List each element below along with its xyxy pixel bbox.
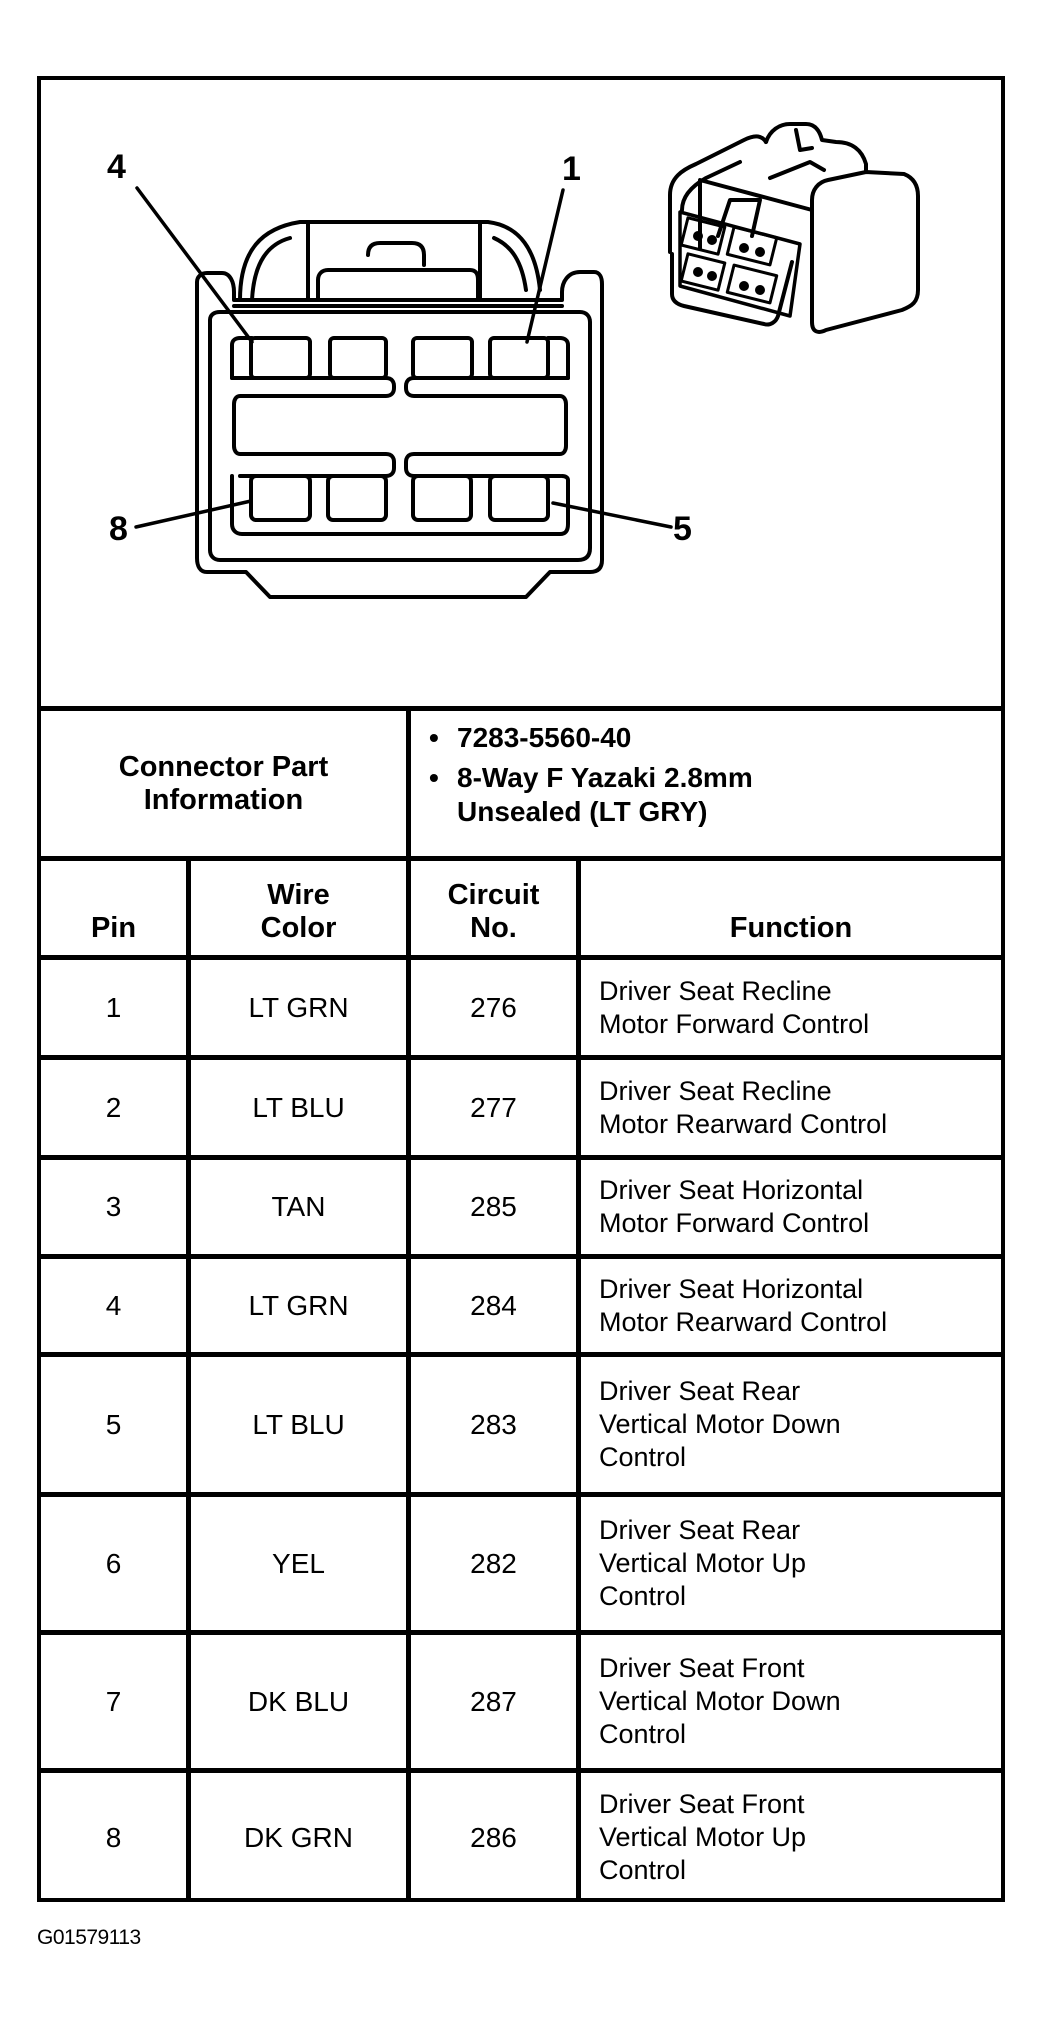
pin-cell: 5 <box>105 1408 122 1440</box>
function-cell <box>581 1773 1001 1902</box>
pin-callout-1: 1 <box>562 150 581 188</box>
function-cell <box>581 1357 1001 1492</box>
header-circuit-line2: No. <box>470 912 517 944</box>
function-line: Driver Seat Horizontal <box>599 1175 864 1205</box>
wire-color-cell: LT GRN <box>248 1289 349 1321</box>
wire-color-cell: DK BLU <box>247 1685 350 1717</box>
function-line: Vertical Motor Down <box>599 1409 841 1439</box>
header-pin-label: Pin <box>90 912 137 944</box>
header-wire-color-line1: Wire <box>267 879 330 911</box>
function-cell <box>581 1497 1001 1630</box>
wire-color-cell: LT GRN <box>248 991 349 1023</box>
pin-cell: 8 <box>105 1821 122 1853</box>
header-circuit-line1: Circuit <box>447 879 540 911</box>
header-function-label: Function <box>729 912 853 944</box>
function-cell <box>581 1259 1001 1352</box>
connector-info-title-line2: Information <box>143 783 304 816</box>
connector-info-title-line1: Connector Part <box>118 750 329 783</box>
connector-info-title <box>41 711 406 856</box>
function-line: Driver Seat Front <box>599 1789 805 1819</box>
function-line: Control <box>599 1719 687 1749</box>
circuit-cell: 277 <box>470 1091 517 1123</box>
function-line: Motor Forward Control <box>599 1008 870 1039</box>
wire-color-cell: LT BLU <box>252 1091 345 1123</box>
function-cell <box>581 1635 1001 1768</box>
function-line: Motor Forward Control <box>599 1208 870 1238</box>
wire-color-cell: DK GRN <box>244 1821 353 1853</box>
pin-cell: 6 <box>105 1547 122 1579</box>
circuit-cell: 283 <box>470 1408 517 1440</box>
pin-callout-4: 4 <box>107 148 126 186</box>
connector-isometric-icon <box>41 80 1001 708</box>
header-wire-color-line2: Color <box>260 912 337 944</box>
function-line: Motor Rearward Control <box>599 1108 888 1139</box>
function-line: Driver Seat Horizontal <box>599 1273 864 1304</box>
function-cell <box>581 1060 1001 1155</box>
circuit-cell: 276 <box>470 991 517 1023</box>
connector-document-frame <box>37 76 1005 1902</box>
connector-part-number <box>411 721 1001 755</box>
function-cell <box>581 960 1001 1055</box>
function-line: Driver Seat Recline <box>599 975 832 1006</box>
function-line: Driver Seat Recline <box>599 1075 832 1106</box>
function-line: Vertical Motor Down <box>599 1686 841 1716</box>
pin-cell: 4 <box>105 1289 122 1321</box>
function-line: Vertical Motor Up <box>599 1822 807 1852</box>
function-line: Control <box>599 1855 687 1885</box>
part-number-text: 7283-5560-40 <box>457 722 632 753</box>
function-line: Control <box>599 1442 687 1472</box>
pin-cell: 3 <box>105 1191 122 1222</box>
pin-cell: 1 <box>105 991 122 1023</box>
pin-callout-8: 8 <box>109 510 128 548</box>
bullet-icon: • <box>429 762 439 793</box>
function-line: Driver Seat Rear <box>599 1376 801 1406</box>
connector-diagram <box>41 80 1001 708</box>
connector-info-list <box>411 711 1001 856</box>
circuit-cell: 286 <box>470 1821 517 1853</box>
function-line: Motor Rearward Control <box>599 1306 888 1337</box>
graphic-id: G01579113 <box>37 1926 141 1949</box>
function-line: Control <box>599 1581 687 1611</box>
bullet-icon: • <box>429 722 439 753</box>
connector-description-line1: 8-Way F Yazaki 2.8mm <box>457 762 753 793</box>
header-pin <box>41 861 186 955</box>
connector-description <box>411 761 1001 829</box>
pin-cell: 2 <box>105 1091 122 1123</box>
function-line: Vertical Motor Up <box>599 1548 807 1578</box>
circuit-cell: 287 <box>470 1685 517 1717</box>
connector-description-line2: Unsealed (LT GRY) <box>457 796 708 827</box>
pin-callout-5: 5 <box>673 510 692 548</box>
wire-color-cell: YEL <box>272 1547 325 1579</box>
pin-cell: 7 <box>105 1685 122 1717</box>
circuit-cell: 282 <box>470 1547 517 1579</box>
circuit-cell: 284 <box>470 1289 517 1321</box>
header-function <box>581 861 1001 955</box>
function-cell <box>581 1160 1001 1254</box>
header-circuit-no <box>411 861 576 955</box>
wire-color-cell: LT BLU <box>252 1408 345 1440</box>
header-wire-color <box>191 861 406 955</box>
function-line: Driver Seat Front <box>599 1653 805 1683</box>
function-line: Driver Seat Rear <box>599 1515 801 1545</box>
circuit-cell: 285 <box>470 1191 517 1222</box>
wire-color-cell: TAN <box>271 1191 326 1222</box>
